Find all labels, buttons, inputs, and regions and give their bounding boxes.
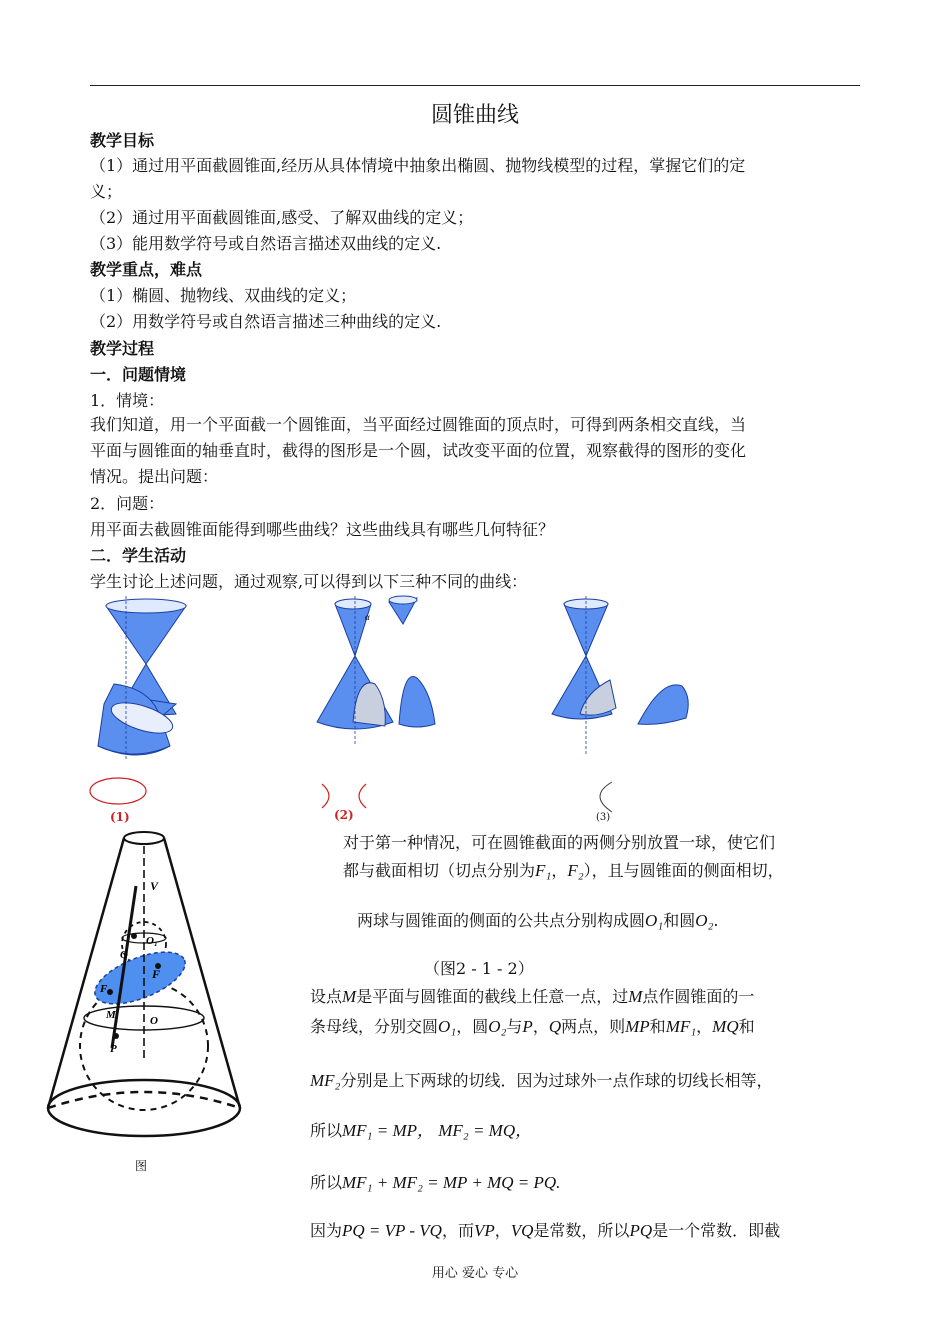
- goal-2: （2）通过用平面截圆锥面,感受、了解双曲线的定义；: [90, 208, 474, 227]
- key-point-1: （1）椭圆、抛物线、双曲线的定义；: [90, 286, 357, 305]
- right-line-1: 对于第一种情况，可在圆锥截面的两侧分别放置一球，使它们: [343, 833, 776, 852]
- label-M: M: [106, 1009, 116, 1021]
- label-O1: O₁: [146, 935, 158, 947]
- cone-figure-ellipse: [90, 596, 200, 766]
- question-label: 2．问题：: [90, 494, 165, 513]
- activity-text: 学生讨论上述问题，通过观察,可以得到以下三种不同的曲线：: [90, 572, 528, 591]
- proof-line-3: MF₂分别是上下两球的切线．因为过球外一点作球的切线长相等，: [310, 1071, 773, 1090]
- key-point-2: （2）用数学符号或自然语言描述三种曲线的定义.: [90, 312, 442, 331]
- top-rule: [90, 85, 860, 86]
- dandelin-cone-diagram: [40, 826, 250, 1156]
- goal-1-line-2: 义；: [90, 182, 123, 201]
- process-heading: 教学过程: [90, 339, 155, 358]
- label-F2: F: [152, 967, 161, 981]
- proof-line-5: 所以MF₁ + MF₂ = MP + MQ = PQ.: [310, 1173, 561, 1192]
- cone-diagram-caption: 图: [135, 1159, 148, 1173]
- key-points-heading: 教学重点，难点: [90, 260, 203, 279]
- label-O: O: [150, 1015, 158, 1027]
- cone-figure-parabola: [550, 596, 700, 766]
- section-1-heading: 一．问题情境: [90, 365, 187, 384]
- label-V: V: [150, 879, 159, 893]
- caption-3: (3): [596, 812, 611, 823]
- caption-1: (1): [110, 810, 130, 824]
- page-title: 圆锥曲线: [430, 103, 519, 128]
- parabola-curve: [588, 780, 618, 814]
- proof-line-4: 所以MF₁ = MP， MF₂ = MQ，: [310, 1121, 533, 1140]
- label-F1: F₁: [100, 983, 112, 995]
- proof-line-6: 因为PQ = VP - VQ，而VP，VQ是常数，所以PQ是一个常数．即截: [310, 1221, 781, 1240]
- proof-line-1: 设点M是平面与圆锥面的截线上任意一点，过M点作圆锥面的一: [310, 987, 755, 1006]
- proof-line-2: 条母线，分别交圆O₁，圆O₂与P，Q两点，则MP和MF₁，MQ和: [310, 1017, 755, 1036]
- label-P: P: [110, 1043, 117, 1055]
- figure-reference: （图2 - 1 - 2）: [424, 959, 534, 978]
- cone-figure-hyperbola: [315, 596, 450, 766]
- page-footer: 用心 爱心 专心: [431, 1266, 519, 1281]
- section-2-heading: 二．学生活动: [90, 546, 187, 565]
- ellipse-curve: [88, 776, 150, 808]
- caption-2: (2): [334, 808, 354, 822]
- goal-3: （3）能用数学符号或自然语言描述双曲线的定义.: [90, 234, 442, 253]
- label-Q: Q: [120, 949, 128, 961]
- alpha-label: α: [365, 612, 370, 622]
- right-line-3: 两球与圆锥面的侧面的公共点分别构成圆O₁和圆O₂.: [357, 911, 719, 930]
- goals-heading: 教学目标: [90, 131, 155, 150]
- situation-line-1: 我们知道，用一个平面截一个圆锥面，当平面经过圆锥面的顶点时，可得到两条相交直线，当: [90, 415, 747, 434]
- situation-line-2: 平面与圆锥面的轴垂直时，截得的图形是一个圆，试改变平面的位置，观察截得的图形的变化: [90, 441, 747, 460]
- goal-1-line-1: （1）通过用平面截圆锥面,经历从具体情境中抽象出椭圆、抛物线模型的过程，掌握它们的定: [90, 156, 746, 175]
- question-text: 用平面去截圆锥面能得到哪些曲线？这些曲线具有哪些几何特征？: [90, 520, 555, 539]
- situation-line-3: 情况。提出问题：: [90, 467, 219, 486]
- right-line-2: 都与截面相切（切点分别为F₁，F₂），且与圆锥面的侧面相切，: [343, 861, 784, 880]
- situation-label: 1．情境：: [90, 391, 165, 410]
